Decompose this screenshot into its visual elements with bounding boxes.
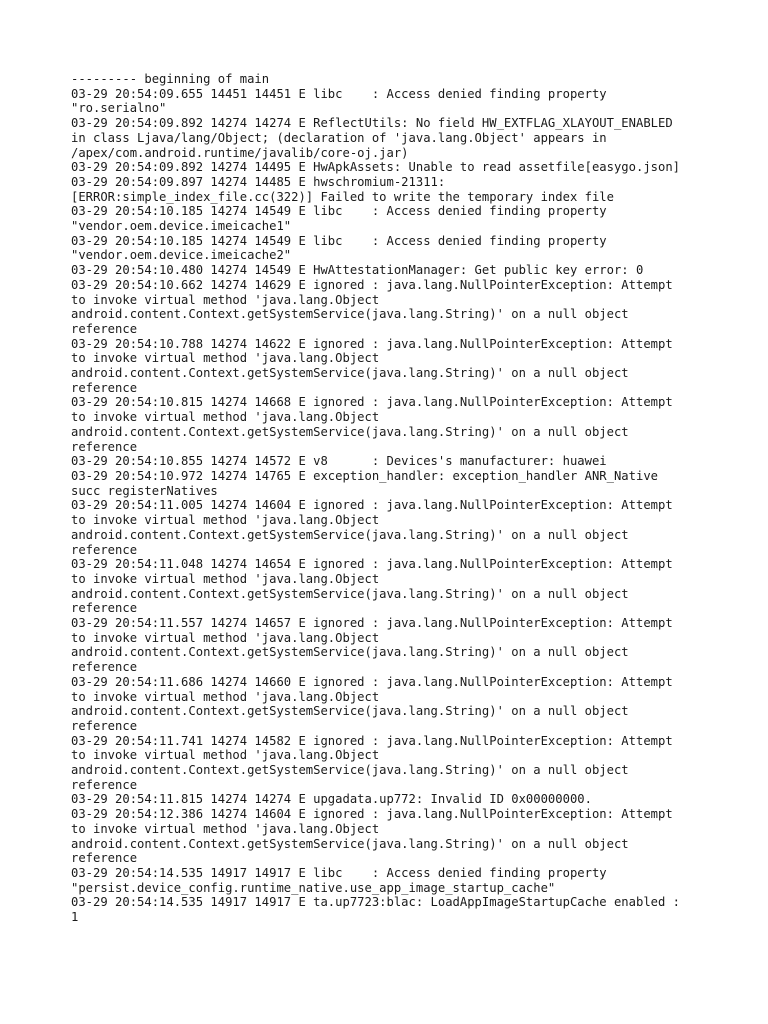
log-line: "persist.device_config.runtime_native.use_app_image_startup_cache" xyxy=(71,880,556,895)
log-line: android.content.Context.getSystemService(java.lang.String)' on a null object xyxy=(71,704,629,719)
log-line: android.content.Context.getSystemService(java.lang.String)' on a null object xyxy=(71,307,629,322)
log-line: "vendor.oem.device.imeicache1" xyxy=(71,219,292,234)
log-line: reference xyxy=(71,542,138,557)
log-line: 1 xyxy=(71,910,79,925)
log-line: android.content.Context.getSystemService(java.lang.String)' on a null object xyxy=(71,836,629,851)
log-line: android.content.Context.getSystemService(java.lang.String)' on a null object xyxy=(71,527,629,542)
log-line: 03-29 20:54:10.662 14274 14629 E ignored : java.lang.NullPointerException: Attempt xyxy=(71,277,673,292)
log-line: to invoke virtual method 'java.lang.Object xyxy=(71,513,380,528)
log-line: reference xyxy=(71,660,138,675)
log-line: in class Ljava/lang/Object; (declaration of 'java.lang.Object' appears in xyxy=(71,130,607,145)
log-line: 03-29 20:54:11.815 14274 14274 E upgadata.up772: Invalid ID 0x00000000. xyxy=(71,792,592,807)
log-line: 03-29 20:54:10.480 14274 14549 E HwAttestationManager: Get public key error: 0 xyxy=(71,263,644,278)
log-line: android.content.Context.getSystemService(java.lang.String)' on a null object xyxy=(71,424,629,439)
log-line: to invoke virtual method 'java.lang.Object xyxy=(71,748,380,763)
log-line: 03-29 20:54:11.005 14274 14604 E ignored : java.lang.NullPointerException: Attempt xyxy=(71,498,673,513)
log-line: reference xyxy=(71,718,138,733)
log-line: reference xyxy=(71,777,138,792)
log-line: 03-29 20:54:10.788 14274 14622 E ignored : java.lang.NullPointerException: Attempt xyxy=(71,336,673,351)
log-line: to invoke virtual method 'java.lang.Object xyxy=(71,292,380,307)
log-line: 03-29 20:54:10.855 14274 14572 E v8 : Devices's manufacturer: huawei xyxy=(71,454,607,469)
log-line: /apex/com.android.runtime/javalib/core-oj.jar) xyxy=(71,145,409,160)
log-document xyxy=(71,72,731,925)
log-line: 03-29 20:54:09.892 14274 14495 E HwApkAssets: Unable to read assetfile[easygo.json] xyxy=(71,160,681,175)
log-line: to invoke virtual method 'java.lang.Object xyxy=(71,821,380,836)
log-line: 03-29 20:54:14.535 14917 14917 E libc : Access denied finding property xyxy=(71,865,607,880)
log-line: 03-29 20:54:12.386 14274 14604 E ignored : java.lang.NullPointerException: Attempt xyxy=(71,807,673,822)
log-line: 03-29 20:54:11.557 14274 14657 E ignored : java.lang.NullPointerException: Attempt xyxy=(71,616,673,631)
log-line: succ registerNatives xyxy=(71,483,218,498)
log-line: "ro.serialno" xyxy=(71,101,167,116)
log-line: to invoke virtual method 'java.lang.Object xyxy=(71,351,380,366)
log-line: reference xyxy=(71,321,138,336)
log-line: to invoke virtual method 'java.lang.Object xyxy=(71,689,380,704)
log-line: android.content.Context.getSystemService(java.lang.String)' on a null object xyxy=(71,366,629,381)
log-line: "vendor.oem.device.imeicache2" xyxy=(71,248,292,263)
log-line: 03-29 20:54:10.815 14274 14668 E ignored : java.lang.NullPointerException: Attempt xyxy=(71,395,673,410)
log-line: 03-29 20:54:09.892 14274 14274 E ReflectUtils: No field HW_EXTFLAG_XLAYOUT_ENABLED xyxy=(71,116,673,131)
log-line: reference xyxy=(71,851,138,866)
log-line: 03-29 20:54:09.655 14451 14451 E libc : Access denied finding property xyxy=(71,86,607,101)
log-line: reference xyxy=(71,439,138,454)
log-line: to invoke virtual method 'java.lang.Object xyxy=(71,630,380,645)
log-line: 03-29 20:54:10.185 14274 14549 E libc : Access denied finding property xyxy=(71,233,607,248)
log-line: 03-29 20:54:09.897 14274 14485 E hwschromium-21311: xyxy=(71,174,446,189)
log-line: 03-29 20:54:11.686 14274 14660 E ignored : java.lang.NullPointerException: Attempt xyxy=(71,674,673,689)
log-line: 03-29 20:54:14.535 14917 14917 E ta.up7723:blac: LoadAppImageStartupCache enabled : xyxy=(71,895,681,910)
log-line: android.content.Context.getSystemService(java.lang.String)' on a null object xyxy=(71,645,629,660)
log-line: android.content.Context.getSystemService(java.lang.String)' on a null object xyxy=(71,586,629,601)
log-line: to invoke virtual method 'java.lang.Object xyxy=(71,410,380,425)
log-line: 03-29 20:54:10.972 14274 14765 E exception_handler: exception_handler ANR_Native xyxy=(71,468,658,483)
log-line: [ERROR:simple_index_file.cc(322)] Failed to write the temporary index file xyxy=(71,189,614,204)
log-line: reference xyxy=(71,380,138,395)
log-line: 03-29 20:54:11.741 14274 14582 E ignored : java.lang.NullPointerException: Attempt xyxy=(71,733,673,748)
log-line: --------- beginning of main xyxy=(71,72,270,86)
log-line: 03-29 20:54:10.185 14274 14549 E libc : Access denied finding property xyxy=(71,204,607,219)
log-line: reference xyxy=(71,601,138,616)
log-line: android.content.Context.getSystemService(java.lang.String)' on a null object xyxy=(71,763,629,778)
log-line: to invoke virtual method 'java.lang.Object xyxy=(71,571,380,586)
log-line: 03-29 20:54:11.048 14274 14654 E ignored : java.lang.NullPointerException: Attempt xyxy=(71,557,673,572)
